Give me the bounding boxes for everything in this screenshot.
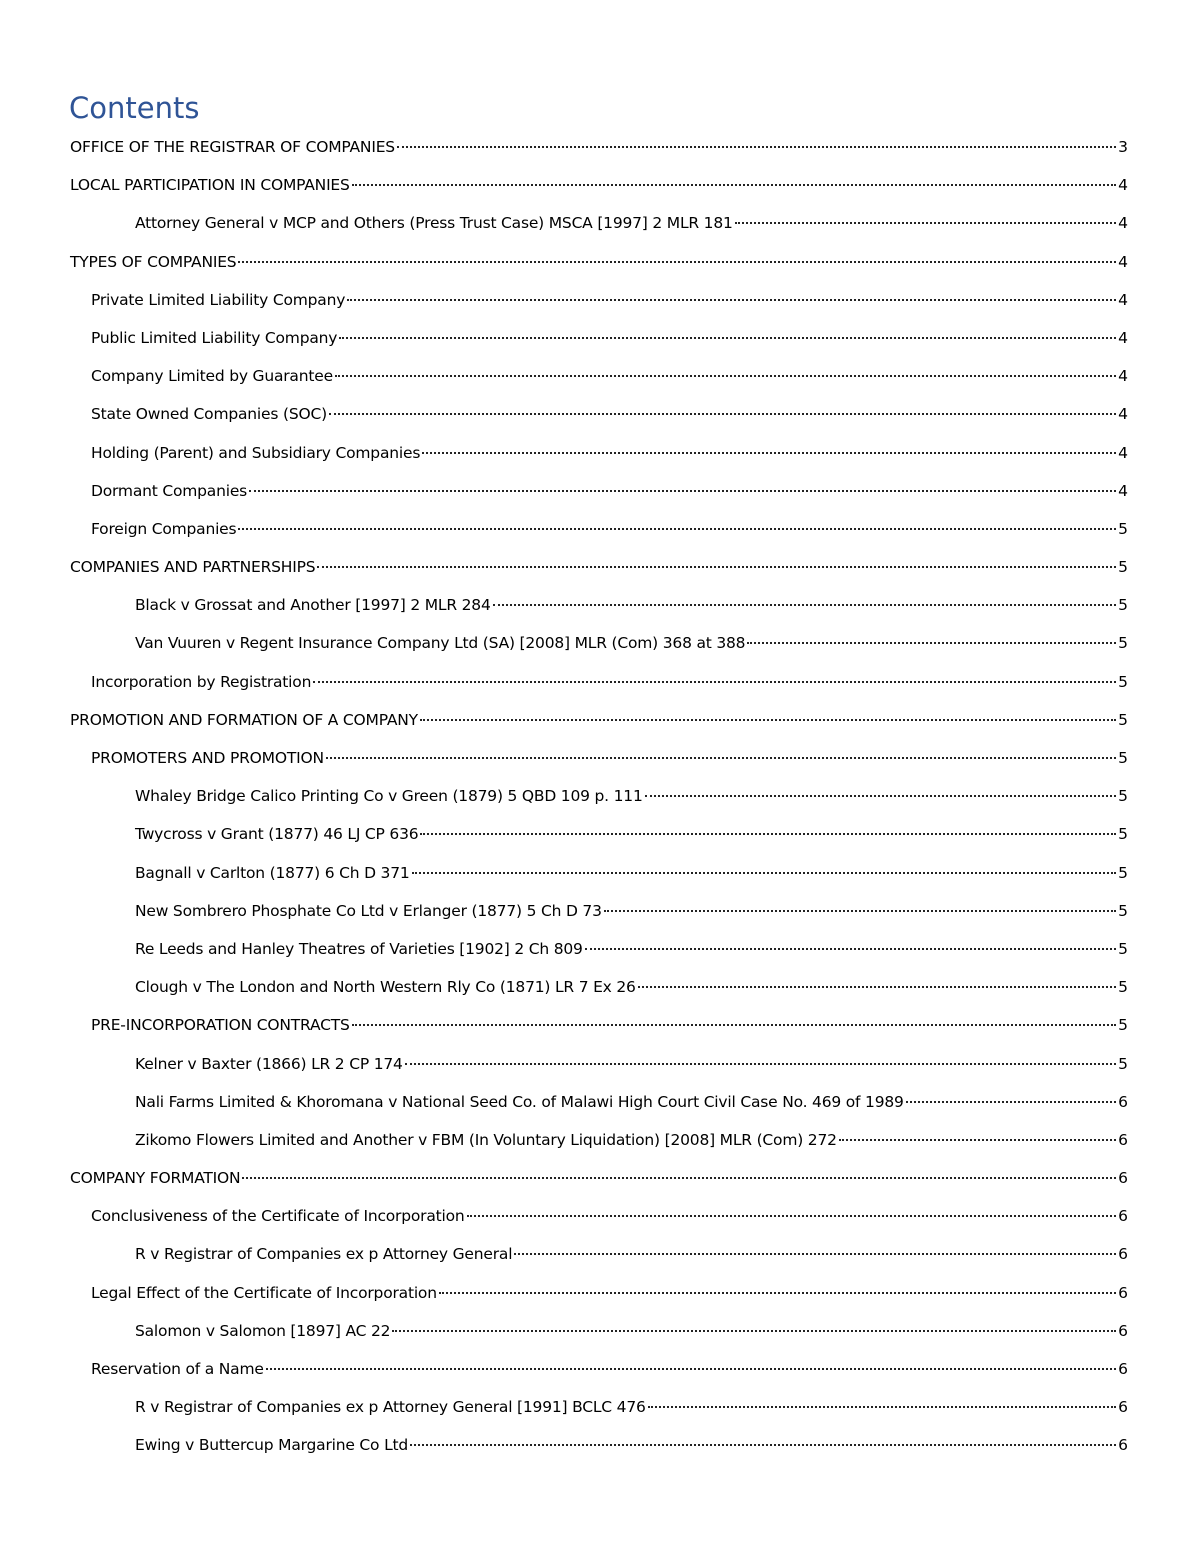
toc-entry[interactable] <box>0 1198 1200 1236</box>
dot-leader <box>352 184 1116 186</box>
toc-entry[interactable] <box>0 473 1200 511</box>
toc-page-number: 4 <box>1118 214 1128 233</box>
dot-leader <box>405 1063 1116 1065</box>
toc-page-number: 5 <box>1118 901 1128 920</box>
toc-entry[interactable] <box>0 1389 1200 1427</box>
toc-page-number: 5 <box>1118 672 1128 691</box>
toc-entry[interactable] <box>0 1046 1200 1084</box>
toc-entry[interactable] <box>0 664 1200 702</box>
toc-entry-title: PROMOTERS AND PROMOTION <box>91 749 324 767</box>
dot-leader <box>638 986 1116 988</box>
dot-leader <box>326 757 1116 759</box>
toc-entry[interactable] <box>0 549 1200 587</box>
toc-entry[interactable] <box>0 702 1200 740</box>
toc-page-number: 6 <box>1118 1245 1128 1264</box>
toc-entry[interactable] <box>0 358 1200 396</box>
toc-page-number: 6 <box>1118 1130 1128 1149</box>
toc-entry[interactable] <box>0 893 1200 931</box>
dot-leader <box>410 1444 1116 1446</box>
dot-leader <box>313 681 1116 683</box>
dot-leader <box>493 604 1116 606</box>
toc-entry-title: Zikomo Flowers Limited and Another v FBM (In Voluntary Liquidation) [2008] MLR (Com) 272 <box>135 1130 837 1149</box>
toc-entry[interactable] <box>0 969 1200 1007</box>
dot-leader <box>242 1177 1116 1179</box>
toc-entry-title: Incorporation by Registration <box>91 672 312 691</box>
toc-page-number: 6 <box>1118 1169 1128 1188</box>
toc-page-number: 6 <box>1118 1360 1128 1378</box>
toc-page-number: 5 <box>1118 1016 1128 1035</box>
toc-entry-title: LOCAL PARTICIPATION IN COMPANIES <box>70 176 350 195</box>
toc-page-number: 4 <box>1118 176 1128 195</box>
toc-page-number: 5 <box>1118 519 1128 538</box>
dot-leader <box>335 375 1116 377</box>
toc-entry[interactable] <box>0 282 1200 320</box>
dot-leader <box>648 1406 1116 1408</box>
toc-entry-title: Salomon v Salomon [1897] AC 22 <box>135 1321 391 1340</box>
toc-entry-title: Kelner v Baxter (1866) LR 2 CP 174 <box>135 1054 403 1073</box>
toc-entry-title: Whaley Bridge Calico Printing Co v Green (1879) 5 QBD 109 p. 111 <box>135 787 643 806</box>
dot-leader <box>329 413 1116 415</box>
toc-page-number: 5 <box>1118 863 1128 882</box>
toc-entry-title: OFFICE OF THE REGISTRAR OF COMPANIES <box>70 138 395 156</box>
dot-leader <box>422 452 1116 454</box>
dot-leader <box>238 261 1116 263</box>
toc-page-number: 6 <box>1118 1207 1128 1226</box>
toc-page-number: 4 <box>1118 367 1128 386</box>
dot-leader <box>735 222 1116 224</box>
toc-page-number: 4 <box>1118 290 1128 309</box>
toc-entry[interactable] <box>0 1160 1200 1198</box>
toc-page-number: 5 <box>1118 634 1128 653</box>
toc-page-number: 4 <box>1118 481 1128 500</box>
toc-entry-title: PRE-INCORPORATION CONTRACTS <box>91 1016 350 1035</box>
toc-entry-title: Conclusiveness of the Certificate of Incorporation <box>91 1207 465 1226</box>
toc-entry-title: Foreign Companies <box>91 519 237 538</box>
dot-leader <box>352 1024 1116 1026</box>
toc-entry-title: Reservation of a Name <box>91 1360 264 1378</box>
dot-leader <box>514 1253 1116 1255</box>
toc-entry[interactable] <box>0 1084 1200 1122</box>
toc-entry-title: State Owned Companies (SOC) <box>91 405 327 424</box>
toc-page-number: 5 <box>1118 749 1128 767</box>
toc-entry-title: Bagnall v Carlton (1877) 6 Ch D 371 <box>135 863 410 882</box>
toc-page-number: 5 <box>1118 596 1128 615</box>
toc-entry[interactable] <box>0 396 1200 434</box>
dot-leader <box>249 490 1116 492</box>
toc-page-number: 6 <box>1118 1398 1128 1417</box>
toc-entry[interactable] <box>0 931 1200 969</box>
toc-entry[interactable] <box>0 740 1200 778</box>
toc-page-number: 4 <box>1118 252 1128 271</box>
toc-entry-title: PROMOTION AND FORMATION OF A COMPANY <box>70 710 418 729</box>
toc-entry-title: Clough v The London and North Western Rly Co (1871) LR 7 Ex 26 <box>135 978 636 997</box>
toc-entry[interactable] <box>0 129 1200 167</box>
toc-entry[interactable] <box>0 205 1200 243</box>
toc-entry-title: TYPES OF COMPANIES <box>70 252 237 271</box>
toc-entry-title: Ewing v Buttercup Margarine Co Ltd <box>135 1436 409 1455</box>
toc-entry[interactable] <box>0 1236 1200 1274</box>
toc-entry[interactable] <box>0 1427 1200 1465</box>
toc-entry-title: Re Leeds and Hanley Theatres of Varieties [1902] 2 Ch 809 <box>135 939 583 958</box>
toc-entry-title: COMPANIES AND PARTNERSHIPS <box>70 558 316 577</box>
toc-page-number: 5 <box>1118 1054 1128 1073</box>
toc-entry[interactable] <box>0 816 1200 854</box>
dot-leader <box>397 146 1116 148</box>
toc-page-number: 3 <box>1118 138 1128 156</box>
dot-leader <box>420 719 1116 721</box>
toc-page-number: 6 <box>1118 1436 1128 1455</box>
toc-page-number: 6 <box>1118 1283 1128 1302</box>
toc-entry[interactable] <box>0 1122 1200 1160</box>
toc-entry[interactable] <box>0 320 1200 358</box>
toc-entry-title: Van Vuuren v Regent Insurance Company Ltd (SA) [2008] MLR (Com) 368 at 388 <box>135 634 746 653</box>
dot-leader <box>467 1215 1116 1217</box>
toc-entry-title: New Sombrero Phosphate Co Ltd v Erlanger (1877) 5 Ch D 73 <box>135 901 602 920</box>
toc-page-number: 5 <box>1118 710 1128 729</box>
toc-page-number: 5 <box>1118 825 1128 844</box>
dot-leader <box>645 795 1116 797</box>
toc-page-number: 6 <box>1118 1092 1128 1111</box>
dot-leader <box>238 528 1116 530</box>
toc-entry[interactable] <box>0 244 1200 282</box>
toc-entry[interactable] <box>0 587 1200 625</box>
toc-page-number: 6 <box>1118 1321 1128 1340</box>
dot-leader <box>412 872 1116 874</box>
toc-entry[interactable] <box>0 625 1200 663</box>
toc-page-number: 5 <box>1118 558 1128 577</box>
toc-entry[interactable] <box>0 1313 1200 1351</box>
toc-entry-title: Attorney General v MCP and Others (Press Trust Case) MSCA [1997] 2 MLR 181 <box>135 214 733 233</box>
toc-entry-title: Company Limited by Guarantee <box>91 367 333 386</box>
dot-leader <box>317 566 1116 568</box>
toc-entry-title: Private Limited Liability Company <box>91 290 346 309</box>
toc-entry-title: Holding (Parent) and Subsidiary Companies <box>91 443 421 462</box>
toc-entry-title: Black v Grossat and Another [1997] 2 MLR 284 <box>135 596 491 615</box>
toc-entry-title: Legal Effect of the Certificate of Incorporation <box>91 1283 437 1302</box>
dot-leader <box>906 1101 1116 1103</box>
toc-entry-title: Twycross v Grant (1877) 46 LJ CP 636 <box>135 825 419 844</box>
dot-leader <box>347 299 1116 301</box>
dot-leader <box>420 833 1116 835</box>
dot-leader <box>747 642 1116 644</box>
toc-page-number: 5 <box>1118 978 1128 997</box>
toc-entry-title: Nali Farms Limited & Khoromana v National Seed Co. of Malawi High Court Civil Case No. 469 of 1989 <box>135 1092 904 1111</box>
dot-leader <box>392 1330 1116 1332</box>
toc-entry-title: COMPANY FORMATION <box>70 1169 241 1188</box>
dot-leader <box>839 1139 1116 1141</box>
dot-leader <box>339 337 1116 339</box>
table-of-contents <box>0 129 1200 1466</box>
toc-heading: Contents <box>69 91 200 125</box>
toc-entry-title: Public Limited Liability Company <box>91 328 338 347</box>
dot-leader <box>266 1368 1116 1370</box>
toc-entry[interactable] <box>0 167 1200 205</box>
toc-entry-title: R v Registrar of Companies ex p Attorney General [1991] BCLC 476 <box>135 1398 646 1417</box>
dot-leader <box>585 948 1116 950</box>
toc-page-number: 5 <box>1118 787 1128 806</box>
toc-page-number: 5 <box>1118 939 1128 958</box>
toc-entry-title: Dormant Companies <box>91 481 248 500</box>
toc-page-number: 4 <box>1118 443 1128 462</box>
toc-page-number: 4 <box>1118 405 1128 424</box>
toc-page-number: 4 <box>1118 328 1128 347</box>
dot-leader <box>439 1292 1116 1294</box>
toc-entry[interactable] <box>0 1007 1200 1045</box>
toc-entry[interactable] <box>0 855 1200 893</box>
toc-entry[interactable] <box>0 1275 1200 1313</box>
toc-entry[interactable] <box>0 435 1200 473</box>
toc-entry[interactable] <box>0 778 1200 816</box>
toc-entry-title: R v Registrar of Companies ex p Attorney General <box>135 1245 513 1264</box>
toc-entry[interactable] <box>0 1351 1200 1389</box>
toc-entry[interactable] <box>0 511 1200 549</box>
dot-leader <box>604 910 1116 912</box>
